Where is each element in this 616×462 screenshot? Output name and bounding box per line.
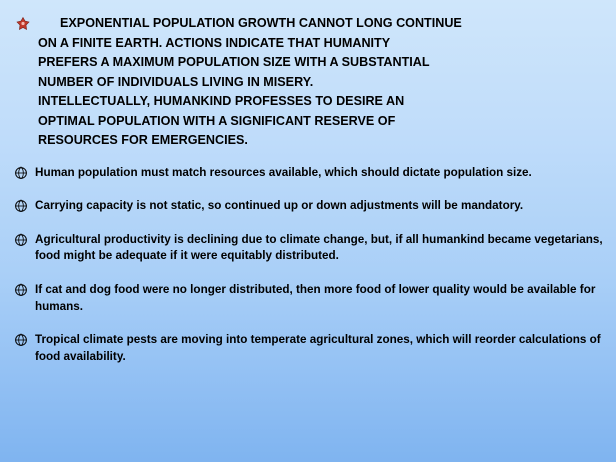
heading-line: OPTIMAL POPULATION WITH A SIGNIFICANT RESERVE OF: [38, 113, 396, 128]
heading-line: RESOURCES FOR EMERGENCIES.: [38, 133, 248, 148]
globe-bullet-icon: [14, 166, 28, 180]
bullet-list: [14, 165, 604, 366]
red-diamond-bullet-icon: [14, 14, 32, 34]
heading-text: [38, 14, 604, 151]
list-item: [14, 332, 604, 365]
list-item: [14, 282, 604, 315]
globe-bullet-icon: [14, 333, 28, 347]
list-item-text: If cat and dog food were no longer distributed, then more food of lower quality would be available for humans.: [35, 283, 596, 313]
heading-line: EXPONENTIAL POPULATION GROWTH CANNOT LONG CONTINUE: [60, 16, 462, 30]
list-item-text: Carrying capacity is not static, so continued up or down adjustments will be mandatory.: [35, 199, 524, 213]
heading-line: NUMBER OF INDIVIDUALS LIVING IN MISERY.: [38, 74, 314, 89]
globe-bullet-icon: [14, 283, 28, 297]
list-item-text: Agricultural productivity is declining due to climate change, but, if all humankind became vegetarians, food might be adequate if it were equitably distributed.: [35, 232, 603, 263]
heading-block: [14, 14, 604, 151]
list-item-text: Human population must match resources available, which should dictate population size.: [35, 165, 532, 179]
list-item-text: Tropical climate pests are moving into temperate agricultural zones, which will reorder calculations of food availability.: [35, 333, 601, 363]
list-item: [14, 232, 604, 265]
heading-line: ON A FINITE EARTH. ACTIONS INDICATE THAT HUMANITY: [38, 35, 391, 50]
heading-line: INTELLECTUALLY, HUMANKIND PROFESSES TO DESIRE AN: [38, 94, 405, 109]
heading-line: PREFERS A MAXIMUM POPULATION SIZE WITH A SUBSTANTIAL: [38, 55, 430, 70]
globe-bullet-icon: [14, 199, 28, 213]
list-item: [14, 165, 604, 182]
globe-bullet-icon: [14, 233, 28, 247]
list-item: [14, 198, 604, 215]
